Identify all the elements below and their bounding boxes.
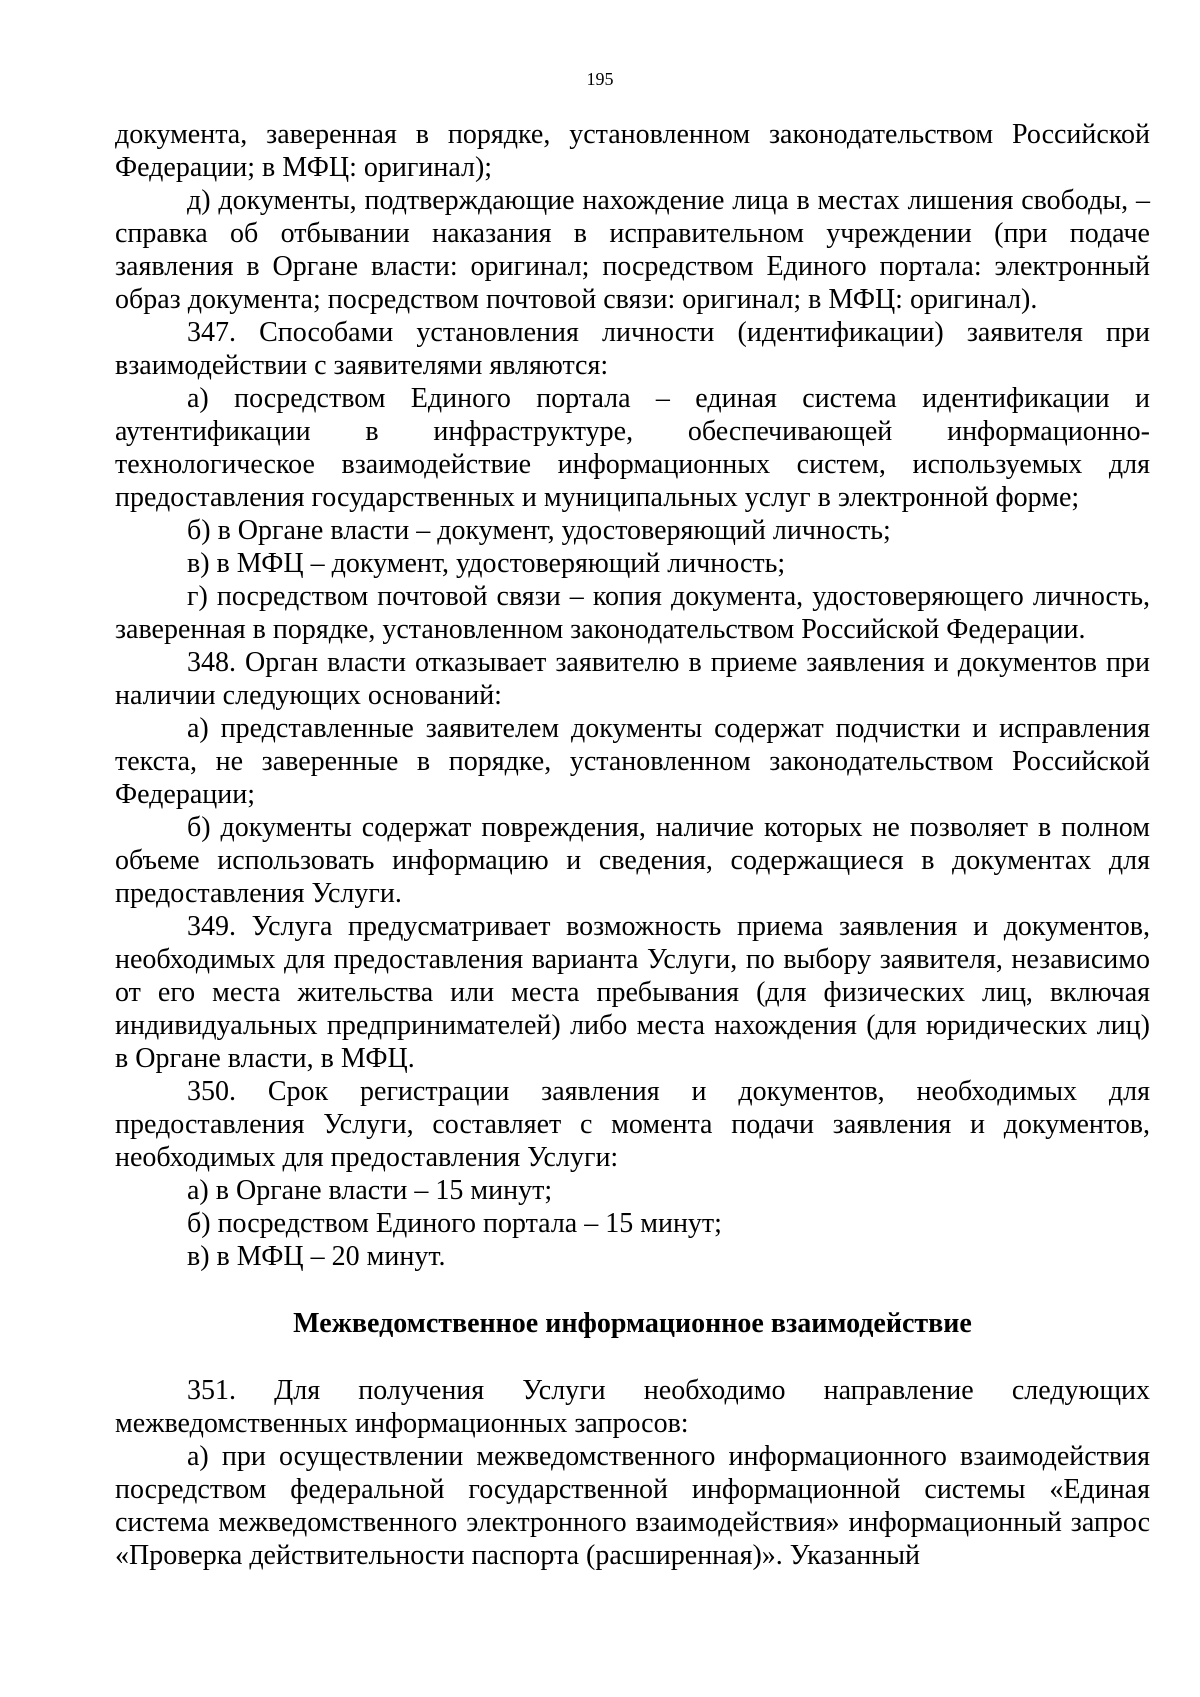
paragraph-item-d: д) документы, подтверждающие нахождение лица в местах лишения свободы, – справка об отбывании наказания в исправительном учреждении (при подаче заявления в Органе власти: оригинал; посредством Единого портала: электронный образ документа; посредством почтовой связи: оригинал; в МФЦ: оригинал). — [115, 185, 1150, 315]
paragraph-347-v: в) в МФЦ – документ, удостоверяющий личность; — [187, 548, 786, 579]
paragraph-347: 347. Способами установления личности (идентификации) заявителя при взаимодействии с заявителями являются: — [115, 317, 1150, 381]
paragraph-347-g: г) посредством почтовой связи – копия документа, удостоверяющего личность, заверенная в порядке, установленном законодательством Российской Федерации. — [115, 581, 1150, 645]
paragraph-350-b: б) посредством Единого портала – 15 минут; — [187, 1208, 722, 1239]
section-heading: Межведомственное информационное взаимодействие — [293, 1308, 972, 1339]
page-number: 195 — [586, 69, 614, 89]
paragraph-continuation: документа, заверенная в порядке, установленном законодательством Российской Федерации; в МФЦ: оригинал); — [115, 119, 1150, 183]
paragraph-348-a: а) представленные заявителем документы содержат подчистки и исправления текста, не заверенные в порядке, установленном законодательством Российской Федерации; — [115, 713, 1150, 810]
paragraph-351-a: а) при осуществлении межведомственного информационного взаимодействия посредством федеральной государственной информационной системы «Единая система межведомственного электронного взаимодействия» информационный запрос «Проверка действительности паспорта (расширенная)». Указанный — [115, 1441, 1150, 1571]
paragraph-349: 349. Услуга предусматривает возможность приема заявления и документов, необходимых для предоставления варианта Услуги, по выбору заявителя, независимо от его места жительства или места пребывания (для физических лиц, включая индивидуальных предпринимателей) либо места нахождения (для юридических лиц) в Органе власти, в МФЦ. — [115, 911, 1150, 1074]
paragraph-350: 350. Срок регистрации заявления и документов, необходимых для предоставления Услуги, составляет с момента подачи заявления и документов, необходимых для предоставления Услуги: — [115, 1076, 1150, 1173]
paragraph-347-b: б) в Органе власти – документ, удостоверяющий личность; — [187, 515, 891, 546]
document-body — [115, 118, 1150, 1572]
paragraph-348: 348. Орган власти отказывает заявителю в приеме заявления и документов при наличии следующих оснований: — [115, 647, 1150, 711]
paragraph-351: 351. Для получения Услуги необходимо направление следующих межведомственных информационных запросов: — [115, 1375, 1150, 1439]
paragraph-347-a: а) посредством Единого портала – единая система идентификации и аутентификации в инфраструктуре, обеспечивающей информационно-технологическое взаимодействие информационных систем, используемых для предоставления государственных и муниципальных услуг в электронной форме; — [115, 383, 1150, 513]
paragraph-348-b: б) документы содержат повреждения, наличие которых не позволяет в полном объеме использовать информацию и сведения, содержащиеся в документах для предоставления Услуги. — [115, 812, 1150, 909]
paragraph-350-v: в) в МФЦ – 20 минут. — [187, 1241, 446, 1272]
paragraph-350-a: а) в Органе власти – 15 минут; — [187, 1175, 553, 1206]
